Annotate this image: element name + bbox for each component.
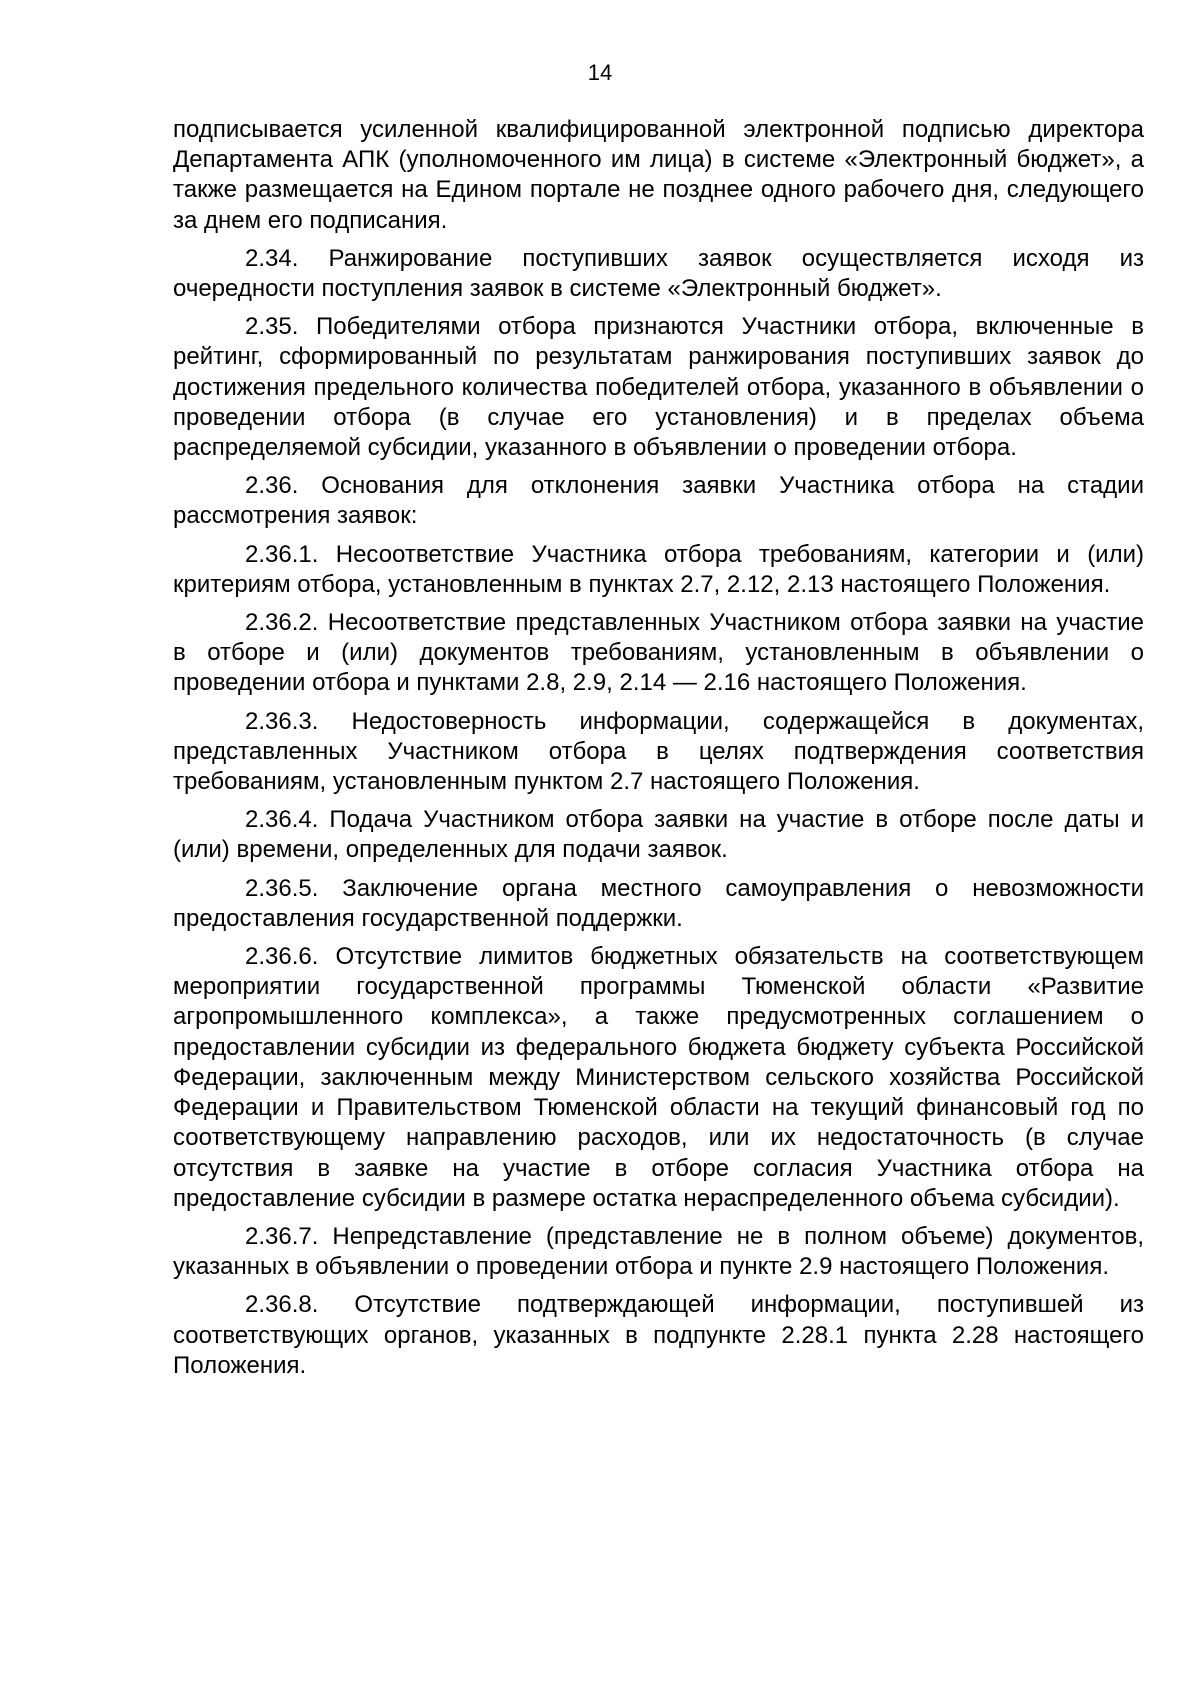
paragraph-2-36-3: 2.36.3. Недостоверность информации, содержащейся в документах, представленных Участником отбора в целях подтверждения соответствия требованиям, установленным пунктом 2.7 настоящего Положения. (173, 707, 1144, 796)
paragraph-2-36-5: 2.36.5. Заключение органа местного самоуправления о невозможности предоставления государственной поддержки. (173, 874, 1144, 932)
paragraph-2-34: 2.34. Ранжирование поступивших заявок осуществляется исходя из очередности поступления заявок в системе «Электронный бюджет». (173, 244, 1144, 303)
paragraph-2-36-1: 2.36.1. Несоответствие Участника отбора требованиям, категории и (или) критериям отбора, установленным в пунктах 2.7, 2.12, 2.13 настоящего Положения. (173, 540, 1144, 598)
paragraph-2-36-8: 2.36.8. Отсутствие подтверждающей информации, поступившей из соответствующих органов, указанных в подпункте 2.28.1 пункта 2.28 настоящего Положения. (173, 1291, 1144, 1379)
paragraph-2-36-2: 2.36.2. Несоответствие представленных Участником отбора заявки на участие в отборе и (или) документов требованиям, установленным в объявлении о проведении отбора и пунктами 2.8, 2.9, 2.14 — 2.16 настоящего Положения. (173, 609, 1144, 697)
paragraph-continuation: подписывается усиленной квалифицированной электронной подписью директора Департамента АПК (уполномоченного им лица) в системе «Электронный бюджет», а также размещается на Едином портале не позднее одного рабочего дня, следующего за днем его подписания. (173, 116, 1144, 234)
paragraph-2-36-4: 2.36.4. Подача Участником отбора заявки на участие в отборе после даты и (или) времени, определенных для подачи заявок. (173, 806, 1144, 864)
paragraph-2-35: 2.35. Победителями отбора признаются Участники отбора, включенные в рейтинг, сформированный по результатам ранжирования поступивших заявок до достижения предельного количества победителей отбора, указанного в объявлении о проведении отбора (в случае его установления) и в пределах объема распределяемой субсидии, указанного в объявлении о проведении отбора. (173, 313, 1144, 462)
paragraph-2-36-7: 2.36.7. Непредставление (представление не в полном объеме) документов, указанных в объявлении о проведении отбора и пункте 2.9 настоящего Положения. (173, 1222, 1144, 1281)
page-number: 14 (587, 60, 613, 85)
paragraph-2-36: 2.36. Основания для отклонения заявки Участника отбора на стадии рассмотрения заявок: (173, 472, 1144, 530)
paragraph-2-36-6: 2.36.6. Отсутствие лимитов бюджетных обязательств на соответствующем мероприятии государственной программы Тюменской области «Развитие агропромышленного комплекса», а также предусмотренных соглашением о предоставлении субсидии из федерального бюджета бюджету субъекта Российской Федерации, заключенным между Министерством сельского хозяйства Российской Федерации и Правительством Тюменской области на текущий финансовый год по соответствующему направлению расходов, или их недостаточность (в случае отсутствия в заявке на участие в отборе согласия Участника отбора на предоставление субсидии в размере остатка нераспределенного объема субсидии). (173, 943, 1144, 1212)
document-body (173, 115, 1144, 1389)
